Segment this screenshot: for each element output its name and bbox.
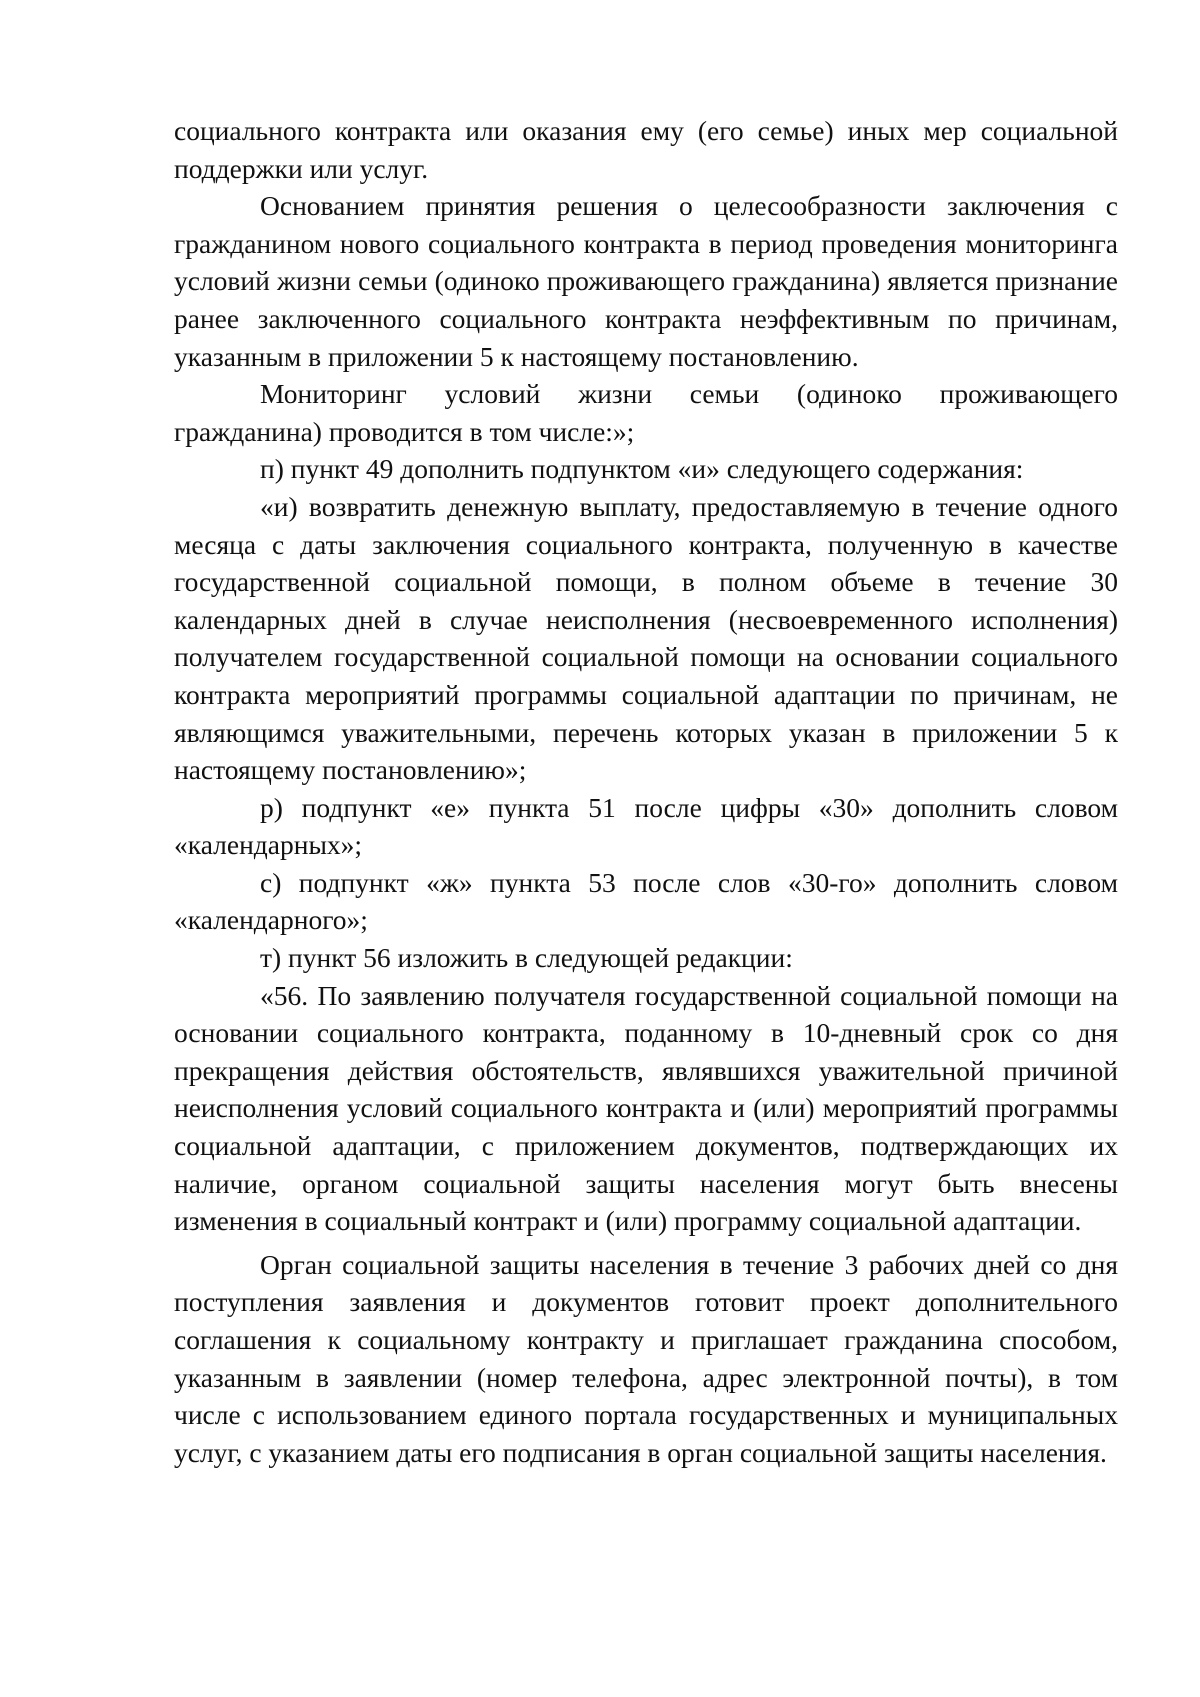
paragraph-point-56: «56. По заявлению получателя государственной социальной помощи на основании социального контракта, поданному в 10-дневный срок со дня прекращения действия обстоятельств, являвшихся уважительной причиной неисполнения условий социального контракта и (или) мероприятий программы социальной адаптации, с приложением документов, подтверждающих их наличие, органом социальной защиты населения могут быть внесены изменения в социальный контракт и (или) программу социальной адаптации. <box>174 979 1118 1237</box>
paragraph-monitoring: Мониторинг условий жизни семьи (одиноко проживающего гражданина) проводится в том числе:»; <box>174 378 1118 447</box>
paragraph-continuation: социального контракта или оказания ему (его семье) иных мер социальной поддержки или услуг. <box>174 115 1118 184</box>
paragraph-item-p: п) пункт 49 дополнить подпунктом «и» следующего содержания: <box>260 453 1024 485</box>
paragraph-social-protection-body: Орган социальной защиты населения в течение 3 рабочих дней со дня поступления заявления и документов готовит проект дополнительного соглашения к социальному контракту и приглашает гражданина способом, указанным в заявлении (номер телефона, адрес электронной почты), в том числе с использованием единого портала государственных и муниципальных услуг, с указанием даты его подписания в орган социальной защиты населения. <box>174 1248 1118 1468</box>
paragraph-item-s: с) подпункт «ж» пункта 53 после слов «30-го» дополнить словом «календарного»; <box>174 866 1118 936</box>
paragraph-item-r: р) подпункт «е» пункта 51 после цифры «30» дополнить словом «календарных»; <box>174 791 1118 861</box>
paragraph-item-t: т) пункт 56 изложить в следующей редакции: <box>260 942 793 974</box>
paragraph-decision-basis: Основанием принятия решения о целесообразности заключения с гражданином нового социального контракта в период проведения мониторинга условий жизни семьи (одиноко проживающего гражданина) является признание ранее заключенного социального контракта неэффективным по причинам, указанным в приложении 5 к настоящему постановлению. <box>174 190 1118 372</box>
document-page <box>174 112 1118 1471</box>
paragraph-subitem-i: «и) возвратить денежную выплату, предоставляемую в течение одного месяца с даты заключения социального контракта, полученную в качестве государственной социальной помощи, в полном объеме в течение 30 календарных дней в случае неисполнения (несвоевременного исполнения) получателем государственной социальной помощи на основании социального контракта мероприятий программы социальной адаптации по причинам, не являющимся уважительными, перечень которых указан в приложении 5 к настоящему постановлению»; <box>174 490 1118 786</box>
